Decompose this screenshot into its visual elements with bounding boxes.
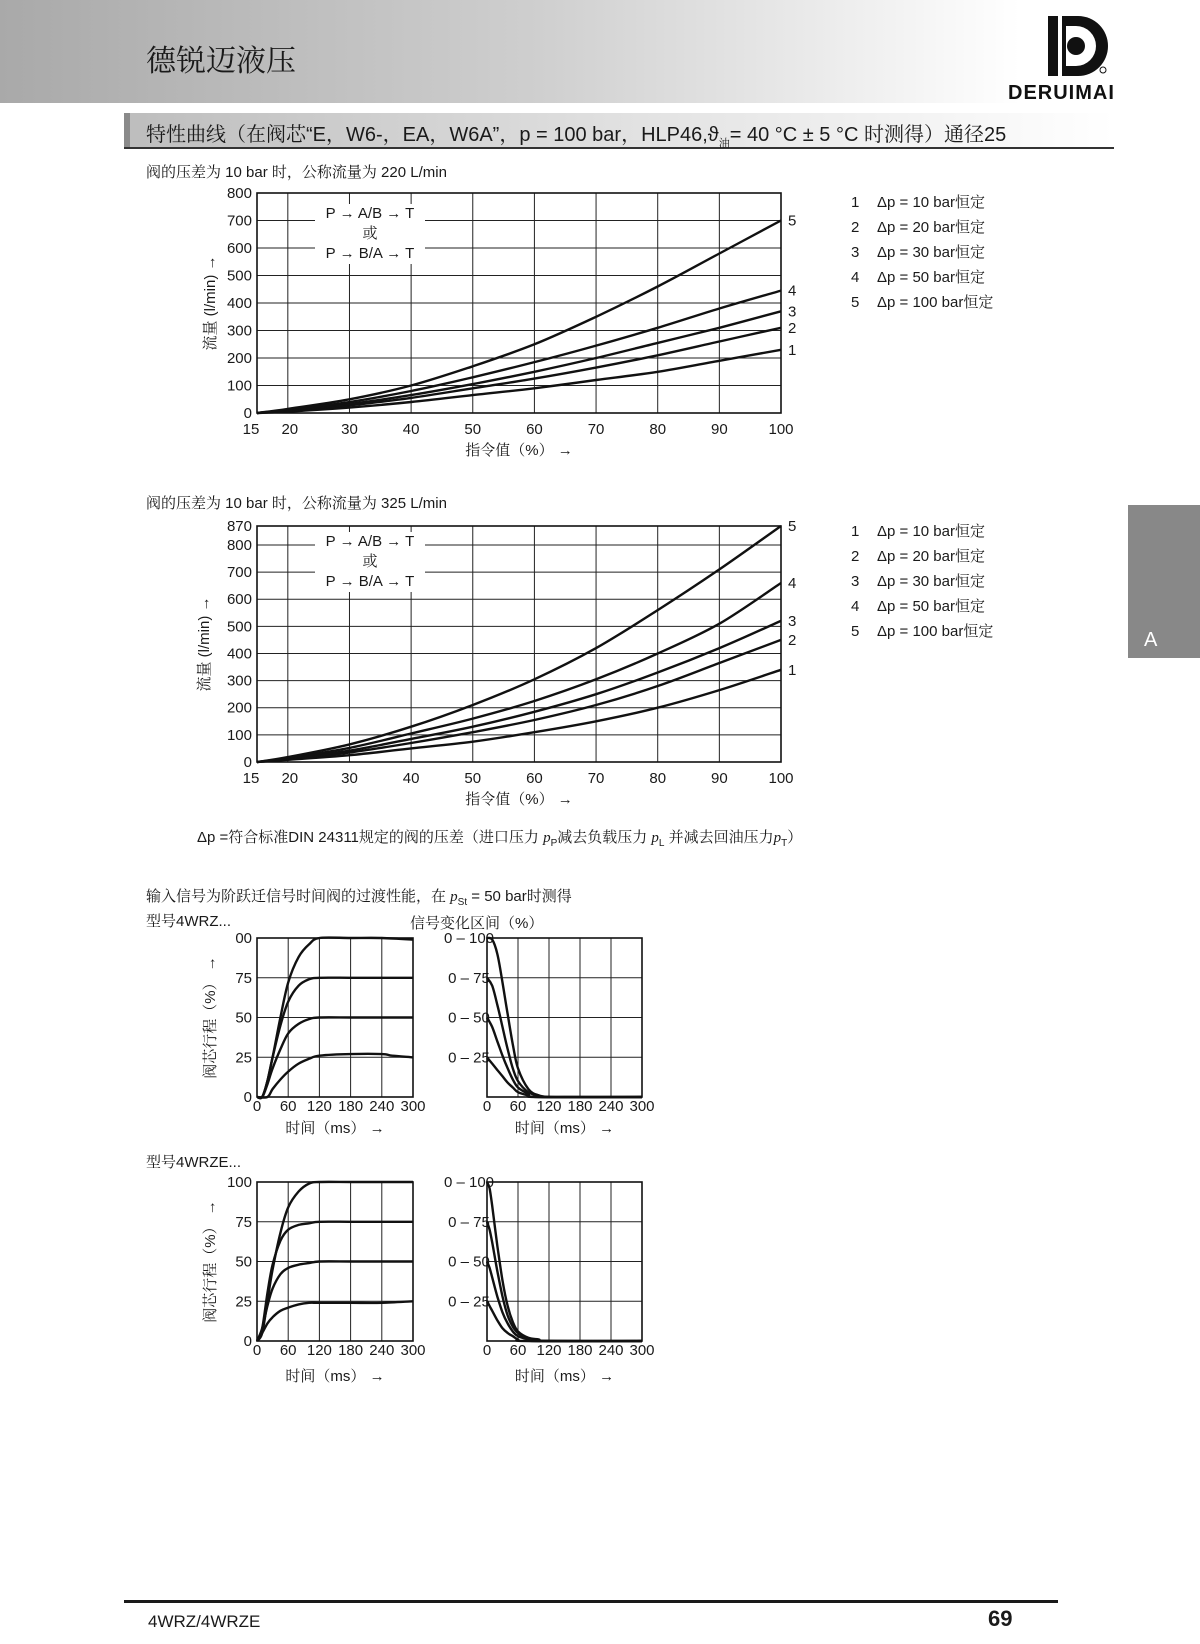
flow325-series-end-label: 3 (788, 612, 797, 630)
flow220-series-4-line (257, 291, 781, 413)
flow220-annotation-line: 或 (362, 225, 378, 242)
flow325-xtick-label: 40 (402, 770, 420, 787)
wrze_fall-xtick-label: 0 (482, 1342, 492, 1359)
flow325-yaxis-label: 流量 (l/min) → (196, 596, 213, 692)
wrze_rise-series-4-line (257, 1301, 413, 1341)
wrze_rise-series-2-line (257, 1222, 413, 1341)
flow325-series-end-label: 2 (788, 631, 797, 649)
wrz_rise-xtick-label: 0 (252, 1098, 262, 1115)
flow325-xtick-label: 60 (526, 770, 543, 787)
wrz_rise-ytick-label: 75 (235, 969, 252, 987)
wrze_rise-ytick-label: 100 (226, 1174, 252, 1191)
section-title-main: 特性曲线（在阀芯“E，W6-，EA，W6A”，p = 100 bar，HLP46,ϑ (146, 124, 719, 146)
flow220-xtick-label: 30 (341, 421, 358, 438)
wrze_fall-xtick-label: 240 (598, 1342, 624, 1359)
flow220-xtick-label: 20 (281, 421, 299, 438)
wrze_fall-xaxis-label: 时间（ms） → (514, 1368, 615, 1385)
wrz_fall-xaxis-label: 时间（ms） → (514, 1120, 615, 1137)
flow325-xtick-label: 30 (341, 770, 358, 787)
wrze_rise-ytick-label: 75 (235, 1213, 252, 1231)
flow220-ytick-label: 300 (226, 322, 252, 340)
wrz_rise-ytick-label: 0 (243, 1089, 252, 1106)
wrz_rise-range-label: 0 – 75 (448, 969, 490, 987)
delta-p-note: Δp =符合标准DIN 24311规定的阀的压差（进口压力 $p_P$减去负载压力 $p_L$ 并减去回油压力$p_T$） (197, 829, 803, 849)
flow220-xtick-label: 50 (464, 421, 482, 438)
wrze_rise-xtick-label: 300 (400, 1342, 426, 1359)
flow220-xaxis-label: 指令值（%） → (465, 442, 573, 459)
brand-title: 德锐迈液压 (146, 45, 296, 78)
flow220-ytick-label: 600 (226, 240, 252, 257)
flow325-ytick-label: 700 (226, 564, 252, 582)
flow325-ytick-label: 200 (226, 699, 252, 717)
wrze_rise-xtick-label: 60 (279, 1342, 297, 1359)
wrze_rise-xtick-label: 240 (369, 1342, 395, 1359)
wrze_fall-xtick-label: 120 (536, 1342, 562, 1359)
flow325-annotation-line: P → A/B → T (325, 533, 415, 550)
wrz_rise-yaxis-label: 阀芯行程（%） → (202, 956, 219, 1079)
wrz_fall-xtick-label: 240 (598, 1098, 624, 1115)
flow325-series-2-line (257, 640, 781, 762)
logo-text: DERUIMAI (1008, 82, 1115, 104)
legend-item: 4 Δp = 50 bar恒定 (851, 269, 985, 286)
flow220-xtick-label: 60 (526, 421, 543, 438)
flow220-series-end-label: 3 (788, 303, 797, 321)
flow325-xtick-label: 70 (587, 770, 605, 787)
wrz_rise-range-label: 0 – 25 (448, 1049, 490, 1067)
wrze_rise-xtick-label: 180 (338, 1342, 364, 1359)
legend-item: 5 Δp = 100 bar恒定 (851, 623, 994, 640)
wrze_fall-xtick-label: 180 (567, 1342, 593, 1359)
flow325-series-end-label: 1 (788, 661, 797, 679)
model-4wrze-label: 型号4WRZE... (146, 1154, 242, 1171)
flow325-xtick-label: 90 (711, 770, 728, 787)
flow220-xtick-label: 40 (402, 421, 420, 438)
wrz_fall-xtick-label: 0 (482, 1098, 492, 1115)
flow220-annotation-line: P → B/A → T (325, 245, 415, 262)
wrz_rise-ytick-label: 25 (235, 1049, 252, 1067)
footer-model: 4WRZ/4WRZE (148, 1612, 261, 1631)
flow220-ytick-label: 200 (226, 350, 252, 367)
transient-caption: 输入信号为阶跃迁信号时间阀的过渡性能，在 $p_{St} = 50$ bar时测得 (146, 888, 572, 908)
flow325-xtick-label: 100 (768, 770, 794, 787)
flow220-xtick-label: 80 (649, 421, 667, 438)
wrz_rise-series-4-line (257, 1054, 413, 1098)
section-title-tail: = 40 °C ± 5 °C 时测得）通径25 (729, 124, 1007, 146)
wrze_fall-xtick-label: 300 (629, 1342, 655, 1359)
wrz_fall-xtick-label: 120 (536, 1098, 562, 1115)
flow220-series-2-line (257, 328, 781, 413)
flow220-series-end-label: 5 (788, 212, 797, 230)
signal-range-label: 信号变化区间（%） (410, 915, 544, 932)
wrze_rise-yaxis-label: 阀芯行程（%） → (202, 1200, 219, 1323)
flow220-ytick-label: 0 (243, 405, 252, 422)
wrze_rise-ytick-label: 0 (243, 1333, 252, 1350)
flow325-ytick-label: 100 (226, 726, 252, 744)
wrze_rise-ytick-label: 50 (235, 1253, 252, 1271)
flow220-caption: 阀的压差为 10 bar 时，公称流量为 220 L/min (146, 164, 447, 181)
wrze_rise-xaxis-label: 时间（ms） → (285, 1368, 385, 1385)
flow220-series-end-label: 2 (788, 319, 797, 337)
flow325-xtick-label: 20 (281, 770, 299, 787)
wrze_rise-xtick-label: 0 (252, 1342, 262, 1359)
wrze_fall-xtick-label: 60 (509, 1342, 527, 1359)
model-4wrz-label: 型号4WRZ... (146, 913, 231, 930)
legend-item: 1 Δp = 10 bar恒定 (851, 194, 985, 211)
legend-item: 2 Δp = 20 bar恒定 (851, 548, 985, 565)
wrze_fall-series-2-line (487, 1222, 642, 1341)
wrz_rise-range-label: 0 – 50 (448, 1009, 490, 1027)
flow325-xtick-label: 50 (464, 770, 482, 787)
flow325-series-end-label: 4 (788, 574, 797, 592)
flow220-xtick-label: 90 (711, 421, 728, 438)
flow220-series-3-line (257, 311, 781, 413)
flow325-annotation-line: P → B/A → T (325, 573, 415, 590)
flow220-ytick-label: 800 (226, 185, 252, 202)
flow220-xtick-label: 100 (768, 421, 794, 438)
wrze_rise-range-label: 0 – 25 (448, 1293, 490, 1311)
flow220-ytick-label: 500 (226, 267, 252, 285)
wrz_rise-xtick-label: 240 (369, 1098, 395, 1115)
side-tab-label: A (1144, 629, 1158, 651)
flow325-ytick-label: 500 (226, 618, 252, 636)
wrz_rise-ytick-label: 50 (235, 1009, 252, 1027)
flow325-caption: 阀的压差为 10 bar 时，公称流量为 325 L/min (146, 495, 447, 512)
wrze_rise-range-label: 0 – 50 (448, 1253, 490, 1271)
wrz_fall-xtick-label: 180 (567, 1098, 593, 1115)
wrz_rise-xaxis-label: 时间（ms） → (285, 1120, 385, 1137)
wrz_fall-xtick-label: 60 (509, 1098, 527, 1115)
legend-item: 2 Δp = 20 bar恒定 (851, 219, 985, 236)
flow220-series-end-label: 1 (788, 341, 797, 359)
flow325-ytick-label: 800 (226, 536, 252, 554)
wrze_rise-range-label: 0 – 100 (443, 1174, 495, 1191)
legend-item: 1 Δp = 10 bar恒定 (851, 523, 985, 540)
wrz_rise-xtick-label: 180 (338, 1098, 364, 1115)
wrz_fall-xtick-label: 300 (629, 1098, 655, 1115)
flow325-ytick-label: 300 (226, 672, 252, 690)
flow325-ytick-label: 600 (226, 591, 252, 609)
wrz_rise-xtick-label: 300 (400, 1098, 426, 1115)
wrz_rise-xtick-label: 120 (306, 1098, 332, 1115)
flow325-xtick-label: 15 (242, 770, 260, 787)
wrze_rise-xtick-label: 120 (306, 1342, 332, 1359)
flow325-xaxis-label: 指令值（%） → (465, 791, 573, 808)
flow220-ytick-label: 700 (226, 212, 252, 230)
flow220-xtick-label: 15 (242, 421, 260, 438)
wrze_rise-range-label: 0 – 75 (448, 1213, 490, 1231)
flow220-xtick-label: 70 (587, 421, 605, 438)
legend-item: 3 Δp = 30 bar恒定 (851, 244, 985, 261)
flow325-ytick-label: 400 (226, 645, 252, 663)
flow325-series-3-line (257, 621, 781, 762)
flow325-xtick-label: 80 (649, 770, 667, 787)
flow220-annotation-line: P → A/B → T (325, 205, 415, 222)
flow220-ytick-label: 100 (226, 377, 252, 395)
flow325-ytick-label: 870 (226, 518, 252, 535)
legend-item: 3 Δp = 30 bar恒定 (851, 573, 985, 590)
wrze_rise-ytick-label: 25 (235, 1293, 252, 1311)
wrz_rise-ytick-label: 00 (235, 930, 252, 947)
flow325-annotation-line: 或 (362, 553, 378, 570)
wrz_rise-xtick-label: 60 (279, 1098, 297, 1115)
flow220-ytick-label: 400 (226, 295, 252, 312)
flow325-ytick-label: 0 (243, 754, 252, 771)
section-title-sub: 油 (718, 138, 730, 150)
legend-item: 4 Δp = 50 bar恒定 (851, 598, 985, 615)
flow220-yaxis-label: 流量 (l/min) → (202, 255, 219, 351)
flow325-series-end-label: 5 (788, 518, 797, 535)
wrz_rise-range-label: 0 – 100 (443, 930, 495, 947)
legend-item: 5 Δp = 100 bar恒定 (851, 294, 994, 311)
wrz_fall-series-2-line (487, 978, 642, 1097)
footer-rule (124, 1600, 1058, 1603)
page-number: 69 (988, 1606, 1013, 1631)
flow220-series-end-label: 4 (788, 282, 797, 300)
